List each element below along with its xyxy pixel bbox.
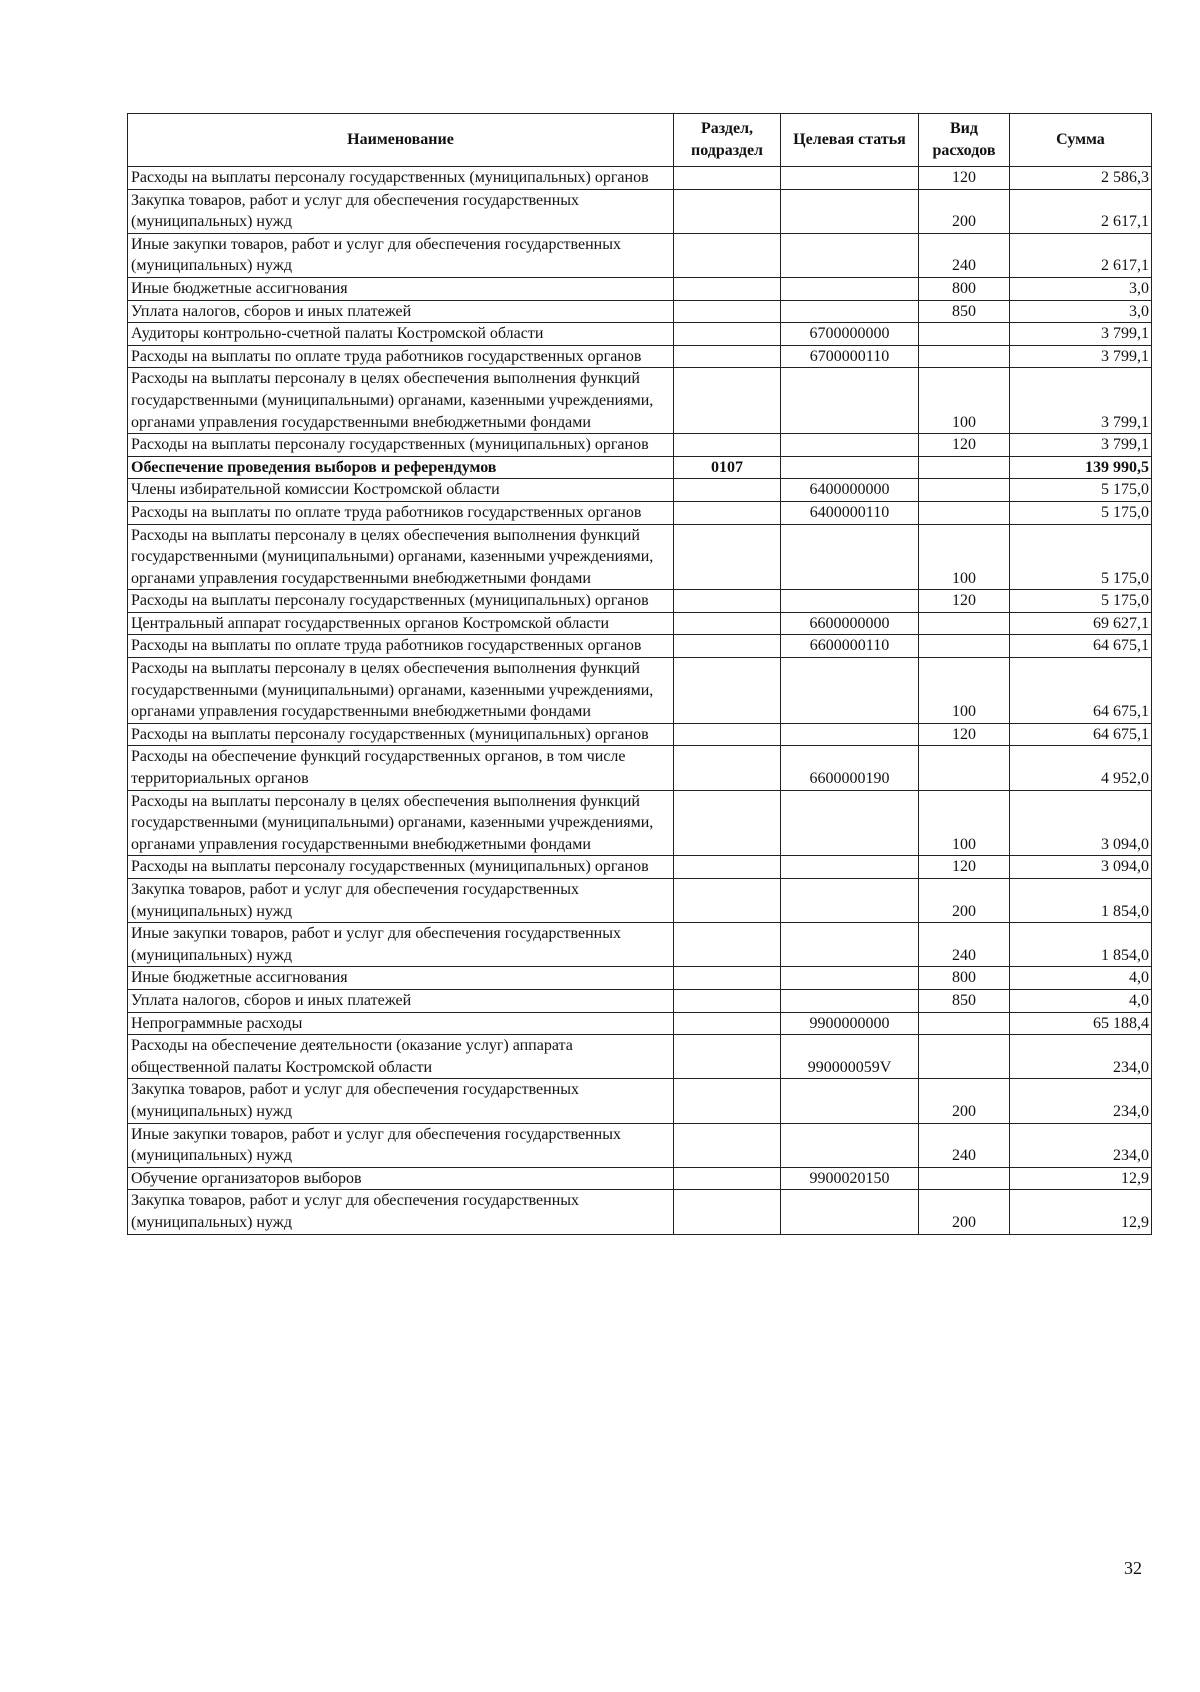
cell-kind: 100: [919, 524, 1010, 590]
table-row: [128, 479, 1152, 502]
cell-article: [781, 277, 919, 300]
cell-kind: 120: [919, 590, 1010, 613]
cell-section: [674, 856, 781, 879]
cell-article: [781, 658, 919, 724]
header-section: Раздел, подраздел: [674, 114, 781, 167]
cell-sum: 234,0: [1010, 1079, 1152, 1123]
cell-kind: 240: [919, 233, 1010, 277]
cell-article: [781, 967, 919, 990]
cell-sum: 3 799,1: [1010, 368, 1152, 434]
cell-name: Расходы на выплаты персоналу в целях обеспечения выполнения функций государственными (муниципальными) органами, казенными учреждениями, органами управления государственными внебюджетными фондами: [128, 524, 674, 590]
cell-sum: 5 175,0: [1010, 524, 1152, 590]
cell-sum: 139 990,5: [1010, 456, 1152, 479]
table-row: [128, 1035, 1152, 1079]
cell-sum: 3 799,1: [1010, 323, 1152, 346]
cell-name: Аудиторы контрольно-счетной палаты Костромской области: [128, 323, 674, 346]
cell-sum: 4 952,0: [1010, 746, 1152, 790]
cell-section: [674, 1079, 781, 1123]
cell-sum: 234,0: [1010, 1123, 1152, 1167]
cell-article: 6400000000: [781, 479, 919, 502]
cell-kind: [919, 1012, 1010, 1035]
cell-article: [781, 879, 919, 923]
cell-name: Уплата налогов, сборов и иных платежей: [128, 300, 674, 323]
cell-kind: 800: [919, 277, 1010, 300]
cell-name: Расходы на выплаты по оплате труда работников государственных органов: [128, 635, 674, 658]
cell-sum: 3 094,0: [1010, 790, 1152, 856]
cell-article: [781, 989, 919, 1012]
table-row: [128, 967, 1152, 990]
header-row: [128, 114, 1152, 167]
table-row: [128, 1123, 1152, 1167]
cell-kind: 120: [919, 856, 1010, 879]
cell-sum: 64 675,1: [1010, 658, 1152, 724]
cell-article: [781, 368, 919, 434]
cell-kind: 100: [919, 658, 1010, 724]
table-row: [128, 1012, 1152, 1035]
cell-sum: 3 799,1: [1010, 345, 1152, 368]
page-number: 32: [1124, 1558, 1142, 1578]
table-row: [128, 277, 1152, 300]
cell-sum: 5 175,0: [1010, 501, 1152, 524]
cell-section: [674, 277, 781, 300]
cell-article: [781, 923, 919, 967]
cell-section: [674, 923, 781, 967]
table-row: [128, 879, 1152, 923]
cell-name: Иные бюджетные ассигнования: [128, 967, 674, 990]
cell-section: [674, 167, 781, 190]
header-article: Целевая статья: [781, 114, 919, 167]
table-row: [128, 167, 1152, 190]
cell-kind: 850: [919, 989, 1010, 1012]
header-kind: Вид расходов: [919, 114, 1010, 167]
cell-name: Обучение организаторов выборов: [128, 1167, 674, 1190]
cell-name: Расходы на выплаты персоналу государственных (муниципальных) органов: [128, 434, 674, 457]
cell-section: 0107: [674, 456, 781, 479]
table-row: [128, 723, 1152, 746]
table-row: [128, 658, 1152, 724]
cell-name: Иные закупки товаров, работ и услуг для обеспечения государственных (муниципальных) нужд: [128, 233, 674, 277]
cell-name: Иные бюджетные ассигнования: [128, 277, 674, 300]
cell-sum: 1 854,0: [1010, 923, 1152, 967]
cell-kind: [919, 456, 1010, 479]
cell-kind: 200: [919, 1079, 1010, 1123]
cell-kind: [919, 612, 1010, 635]
cell-section: [674, 658, 781, 724]
cell-name: Непрограммные расходы: [128, 1012, 674, 1035]
cell-section: [674, 501, 781, 524]
cell-section: [674, 233, 781, 277]
cell-section: [674, 1190, 781, 1234]
cell-article: 6400000110: [781, 501, 919, 524]
cell-kind: [919, 501, 1010, 524]
cell-name: Расходы на выплаты персоналу государственных (муниципальных) органов: [128, 856, 674, 879]
cell-section: [674, 1012, 781, 1035]
table-row: [128, 323, 1152, 346]
cell-section: [674, 189, 781, 233]
table-row: [128, 635, 1152, 658]
cell-kind: [919, 1035, 1010, 1079]
cell-article: [781, 233, 919, 277]
table-row: [128, 189, 1152, 233]
table-row: [128, 856, 1152, 879]
cell-kind: 800: [919, 967, 1010, 990]
cell-name: Расходы на выплаты персоналу в целях обеспечения выполнения функций государственными (муниципальными) органами, казенными учреждениями, органами управления государственными внебюджетными фондами: [128, 368, 674, 434]
table-row: [128, 345, 1152, 368]
cell-name: Члены избирательной комиссии Костромской области: [128, 479, 674, 502]
cell-name: Расходы на обеспечение деятельности (оказание услуг) аппарата общественной палаты Костромской области: [128, 1035, 674, 1079]
cell-article: [781, 590, 919, 613]
cell-article: [781, 1123, 919, 1167]
table-row: [128, 1167, 1152, 1190]
cell-name: Закупка товаров, работ и услуг для обеспечения государственных (муниципальных) нужд: [128, 879, 674, 923]
cell-article: [781, 790, 919, 856]
cell-name: Расходы на выплаты персоналу в целях обеспечения выполнения функций государственными (муниципальными) органами, казенными учреждениями, органами управления государственными внебюджетными фондами: [128, 658, 674, 724]
cell-sum: 5 175,0: [1010, 479, 1152, 502]
cell-name: Расходы на выплаты по оплате труда работников государственных органов: [128, 501, 674, 524]
cell-section: [674, 524, 781, 590]
cell-sum: 4,0: [1010, 989, 1152, 1012]
cell-article: 6600000110: [781, 635, 919, 658]
cell-section: [674, 723, 781, 746]
cell-kind: [919, 1167, 1010, 1190]
table-row: [128, 746, 1152, 790]
cell-article: 9900020150: [781, 1167, 919, 1190]
budget-table: [127, 113, 1152, 1235]
cell-kind: 240: [919, 1123, 1010, 1167]
cell-kind: 120: [919, 434, 1010, 457]
cell-sum: 3 799,1: [1010, 434, 1152, 457]
cell-sum: 2 617,1: [1010, 233, 1152, 277]
cell-name: Центральный аппарат государственных органов Костромской области: [128, 612, 674, 635]
table-body: [128, 167, 1152, 1235]
cell-section: [674, 323, 781, 346]
cell-section: [674, 612, 781, 635]
cell-article: [781, 1190, 919, 1234]
cell-section: [674, 434, 781, 457]
cell-section: [674, 967, 781, 990]
cell-sum: 69 627,1: [1010, 612, 1152, 635]
table-row: [128, 456, 1152, 479]
cell-article: 9900000000: [781, 1012, 919, 1035]
cell-article: [781, 1079, 919, 1123]
table-row: [128, 501, 1152, 524]
cell-name: Обеспечение проведения выборов и референдумов: [128, 456, 674, 479]
cell-kind: 120: [919, 723, 1010, 746]
cell-sum: 2 586,3: [1010, 167, 1152, 190]
cell-article: [781, 456, 919, 479]
table-row: [128, 989, 1152, 1012]
table-row: [128, 590, 1152, 613]
cell-section: [674, 1035, 781, 1079]
cell-name: Расходы на выплаты по оплате труда работников государственных органов: [128, 345, 674, 368]
cell-article: [781, 167, 919, 190]
cell-sum: 12,9: [1010, 1167, 1152, 1190]
cell-kind: 120: [919, 167, 1010, 190]
cell-name: Расходы на выплаты персоналу в целях обеспечения выполнения функций государственными (муниципальными) органами, казенными учреждениями, органами управления государственными внебюджетными фондами: [128, 790, 674, 856]
cell-article: [781, 434, 919, 457]
cell-sum: 65 188,4: [1010, 1012, 1152, 1035]
table-row: [128, 1190, 1152, 1234]
cell-article: 6600000190: [781, 746, 919, 790]
cell-section: [674, 790, 781, 856]
cell-section: [674, 635, 781, 658]
header-name: Наименование: [128, 114, 674, 167]
table-row: [128, 233, 1152, 277]
cell-sum: 3,0: [1010, 277, 1152, 300]
cell-sum: 234,0: [1010, 1035, 1152, 1079]
cell-name: Расходы на выплаты персоналу государственных (муниципальных) органов: [128, 167, 674, 190]
cell-section: [674, 879, 781, 923]
cell-kind: 100: [919, 368, 1010, 434]
cell-sum: 12,9: [1010, 1190, 1152, 1234]
cell-kind: 240: [919, 923, 1010, 967]
cell-name: Уплата налогов, сборов и иных платежей: [128, 989, 674, 1012]
table-row: [128, 368, 1152, 434]
cell-sum: 3 094,0: [1010, 856, 1152, 879]
cell-section: [674, 746, 781, 790]
cell-name: Иные закупки товаров, работ и услуг для обеспечения государственных (муниципальных) нужд: [128, 923, 674, 967]
cell-sum: 1 854,0: [1010, 879, 1152, 923]
cell-sum: 64 675,1: [1010, 635, 1152, 658]
cell-section: [674, 1167, 781, 1190]
cell-sum: 64 675,1: [1010, 723, 1152, 746]
cell-article: [781, 189, 919, 233]
cell-kind: [919, 479, 1010, 502]
cell-kind: 200: [919, 1190, 1010, 1234]
cell-kind: [919, 746, 1010, 790]
cell-name: Закупка товаров, работ и услуг для обеспечения государственных (муниципальных) нужд: [128, 1079, 674, 1123]
table-row: [128, 300, 1152, 323]
cell-kind: 200: [919, 879, 1010, 923]
cell-section: [674, 989, 781, 1012]
cell-name: Закупка товаров, работ и услуг для обеспечения государственных (муниципальных) нужд: [128, 189, 674, 233]
header-sum: Сумма: [1010, 114, 1152, 167]
table-row: [128, 790, 1152, 856]
cell-sum: 2 617,1: [1010, 189, 1152, 233]
cell-article: 6700000000: [781, 323, 919, 346]
cell-sum: 4,0: [1010, 967, 1152, 990]
cell-section: [674, 479, 781, 502]
cell-article: [781, 856, 919, 879]
cell-kind: 850: [919, 300, 1010, 323]
cell-kind: [919, 323, 1010, 346]
cell-name: Закупка товаров, работ и услуг для обеспечения государственных (муниципальных) нужд: [128, 1190, 674, 1234]
cell-kind: [919, 635, 1010, 658]
cell-kind: 100: [919, 790, 1010, 856]
cell-article: [781, 300, 919, 323]
cell-name: Расходы на обеспечение функций государственных органов, в том числе территориальных органов: [128, 746, 674, 790]
cell-article: 6600000000: [781, 612, 919, 635]
cell-section: [674, 345, 781, 368]
cell-section: [674, 300, 781, 323]
table-row: [128, 434, 1152, 457]
cell-name: Расходы на выплаты персоналу государственных (муниципальных) органов: [128, 723, 674, 746]
table-row: [128, 1079, 1152, 1123]
cell-sum: 5 175,0: [1010, 590, 1152, 613]
cell-article: [781, 723, 919, 746]
table-row: [128, 612, 1152, 635]
cell-section: [674, 590, 781, 613]
cell-section: [674, 368, 781, 434]
cell-kind: 200: [919, 189, 1010, 233]
cell-article: 6700000110: [781, 345, 919, 368]
cell-article: 990000059V: [781, 1035, 919, 1079]
cell-section: [674, 1123, 781, 1167]
cell-article: [781, 524, 919, 590]
cell-kind: [919, 345, 1010, 368]
cell-sum: 3,0: [1010, 300, 1152, 323]
table-row: [128, 524, 1152, 590]
cell-name: Иные закупки товаров, работ и услуг для обеспечения государственных (муниципальных) нужд: [128, 1123, 674, 1167]
cell-name: Расходы на выплаты персоналу государственных (муниципальных) органов: [128, 590, 674, 613]
table-row: [128, 923, 1152, 967]
